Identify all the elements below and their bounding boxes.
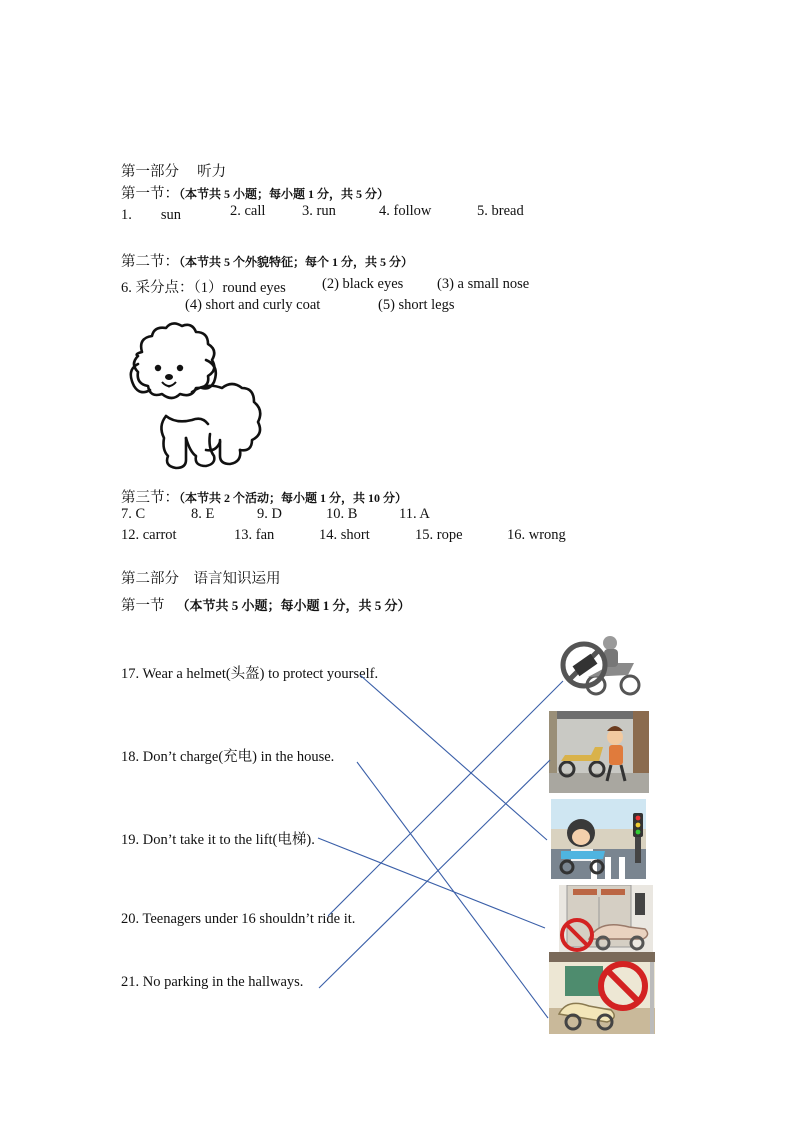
answer-11: 11. A: [399, 506, 430, 522]
sentence-21: 21. No parking in the hallways.: [121, 974, 304, 990]
sec3-title: 第三节：: [121, 490, 179, 506]
answer-14: 14. short: [319, 527, 370, 543]
sec2-title: 第二节：: [121, 254, 179, 270]
answer-2: 2. call: [230, 203, 266, 219]
answer-9: 9. D: [257, 506, 282, 522]
scoring-point-5: (5) short legs: [378, 297, 455, 313]
part2-sec1-title: 第一节: [121, 598, 165, 614]
answer-12: 12. carrot: [121, 527, 177, 543]
sentence-20: 20. Teenagers under 16 shouldn’t ride it.: [121, 911, 356, 927]
answer-10: 10. B: [326, 506, 358, 522]
answer-3: 3. run: [302, 203, 336, 219]
part2-sec1-note: （本节共 5 小题；每小题 1 分，共 5 分）: [176, 598, 411, 613]
answer-13: 13. fan: [234, 527, 275, 543]
scoring-point-2: (2) black eyes: [322, 276, 404, 292]
scoring-intro: 6. 采分点：（1）round eyes: [121, 280, 286, 296]
sec1-title: 第一节：: [121, 186, 179, 202]
answer-5: 5. bread: [477, 203, 524, 219]
part1-heading: 第一部分 听力: [121, 164, 227, 180]
answer-8: 8. E: [191, 506, 215, 522]
answer-1: 1. sun: [121, 207, 182, 223]
sentence-18: 18. Don’t charge(充电) in the house.: [121, 749, 335, 765]
match-line-17: [360, 675, 547, 840]
sec1-note: （本节共 5 小题；每小题 1 分，共 5 分）: [179, 187, 390, 201]
answer-15: 15. rope: [415, 527, 463, 543]
answer-16: 16. wrong: [507, 527, 566, 543]
sentence-19: 19. Don’t take it to the lift(电梯).: [121, 832, 315, 848]
answer-7: 7. C: [121, 506, 146, 522]
sec3-note: （本节共 2 个活动；每小题 1 分，共 10 分）: [179, 491, 408, 505]
scoring-point-3: (3) a small nose: [437, 276, 530, 292]
scoring-point-4: (4) short and curly coat: [185, 297, 321, 313]
part2-heading: 第二部分 语言知识运用: [121, 571, 281, 587]
match-line-18: [357, 762, 548, 1018]
match-line-19: [318, 838, 545, 928]
sec2-note: （本节共 5 个外貌特征；每个 1 分，共 5 分）: [179, 255, 414, 269]
answer-4: 4. follow: [379, 203, 432, 219]
sentence-17: 17. Wear a helmet(头盔) to protect yourself.: [121, 666, 379, 682]
match-line-21: [319, 760, 550, 988]
